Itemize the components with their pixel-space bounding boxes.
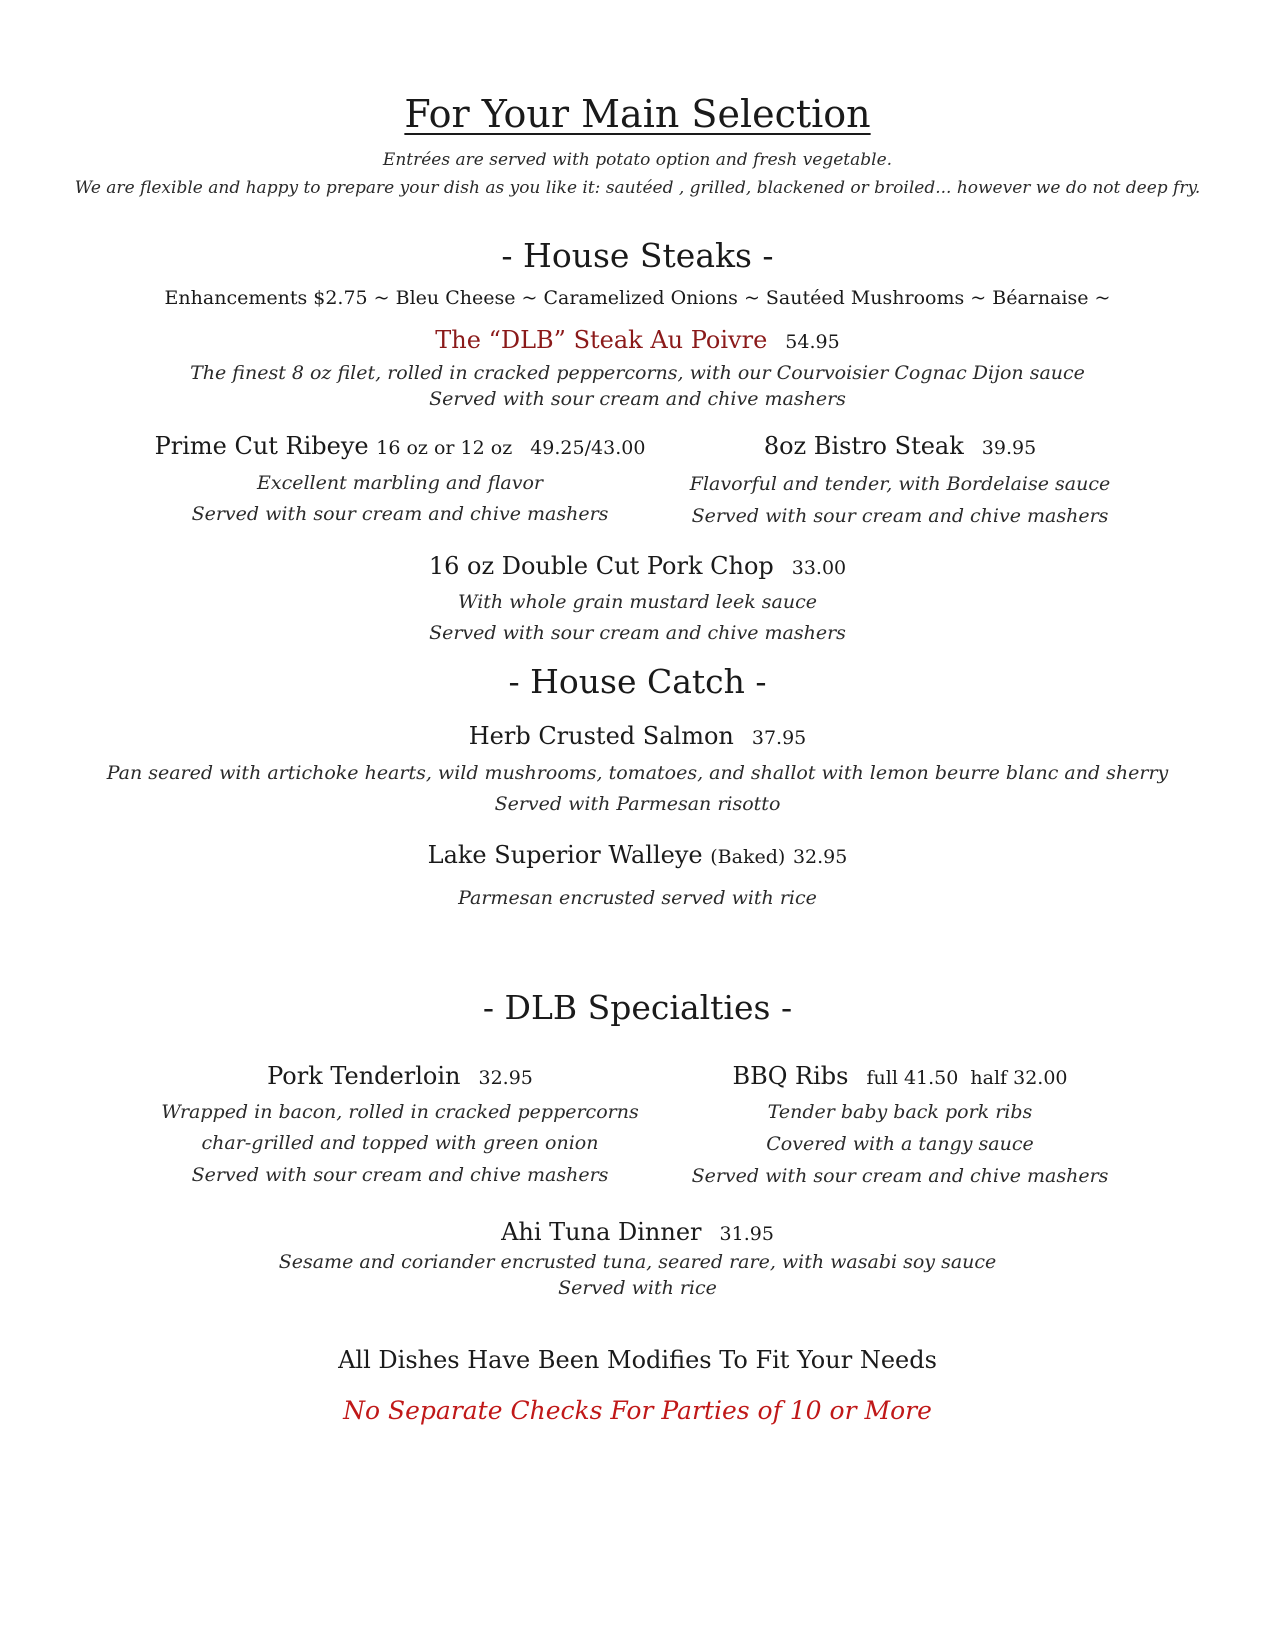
intro-line-1: Entrées are served with potato option and fresh vegetable. bbox=[382, 150, 893, 170]
item-name: The “DLB” Steak Au Poivre bbox=[435, 326, 768, 354]
intro-line-2: We are flexible and happy to prepare your dish as you like it: sautéed , grilled, blackened or broiled... however we do not deep fry. bbox=[74, 178, 1201, 198]
menu-item-pork-chop bbox=[0, 552, 1275, 580]
item-name: 8oz Bistro Steak bbox=[763, 432, 964, 460]
item-desc: The finest 8 oz filet, rolled in cracked peppercorns, with our Courvoisier Cognac Dijon sauce bbox=[190, 362, 1085, 384]
item-desc: Served with sour cream and chive mashers bbox=[691, 1165, 1109, 1187]
section-dlb-specialties: - DLB Specialties - bbox=[482, 988, 793, 1027]
item-price: 31.95 bbox=[719, 1223, 774, 1245]
item-price: 54.95 bbox=[785, 331, 840, 353]
item-price: 33.00 bbox=[791, 557, 847, 579]
menu-item-walleye bbox=[0, 841, 1275, 869]
item-name: Prime Cut Ribeye bbox=[154, 432, 369, 460]
menu-item-salmon bbox=[0, 722, 1275, 750]
item-desc: Sesame and coriander encrusted tuna, seared rare, with wasabi soy sauce bbox=[278, 1251, 997, 1273]
item-price: full 41.50 half 32.00 bbox=[866, 1067, 1068, 1089]
item-price: 32.95 bbox=[792, 846, 848, 868]
item-desc: char-grilled and topped with green onion bbox=[201, 1132, 599, 1154]
item-name: Herb Crusted Salmon bbox=[468, 722, 734, 750]
menu-item-ribeye bbox=[150, 432, 650, 460]
item-desc: Covered with a tangy sauce bbox=[766, 1133, 1034, 1155]
item-desc: Served with sour cream and chive mashers bbox=[191, 1164, 609, 1186]
item-desc: Pan seared with artichoke hearts, wild mushrooms, tomatoes, and shallot with lemon beurre blanc and sherry bbox=[106, 762, 1169, 784]
section-house-catch: - House Catch - bbox=[508, 662, 767, 701]
item-price: 37.95 bbox=[751, 727, 807, 749]
footer-notice: All Dishes Have Been Modifies To Fit Your Needs bbox=[338, 1346, 937, 1374]
item-desc: Flavorful and tender, with Bordelaise sauce bbox=[689, 473, 1111, 495]
menu-item-au-poivre bbox=[0, 326, 1275, 354]
item-name: Ahi Tuna Dinner bbox=[501, 1218, 702, 1246]
item-name: Lake Superior Walleye bbox=[427, 841, 703, 869]
item-desc: Excellent marbling and flavor bbox=[257, 472, 543, 494]
item-desc: Served with sour cream and chive mashers bbox=[429, 622, 846, 644]
item-name: Pork Tenderloin bbox=[267, 1062, 461, 1090]
item-desc: Tender baby back pork ribs bbox=[767, 1101, 1033, 1123]
item-price: 39.95 bbox=[981, 437, 1037, 459]
item-desc: Served with sour cream and chive mashers bbox=[691, 505, 1109, 527]
item-desc: Served with sour cream and chive mashers bbox=[191, 503, 609, 525]
footer-checks-policy: No Separate Checks For Parties of 10 or More bbox=[343, 1396, 932, 1425]
item-desc: Parmesan encrusted served with rice bbox=[458, 887, 817, 909]
menu-item-bistro-steak bbox=[650, 432, 1150, 460]
item-desc: With whole grain mustard leek sauce bbox=[458, 591, 817, 613]
section-house-steaks: - House Steaks - bbox=[501, 236, 774, 275]
item-desc: Served with rice bbox=[558, 1277, 717, 1299]
menu-item-pork-tenderloin bbox=[150, 1062, 650, 1090]
menu-item-ahi-tuna bbox=[0, 1218, 1275, 1246]
menu-item-bbq-ribs bbox=[650, 1062, 1150, 1090]
page-title: For Your Main Selection bbox=[404, 92, 871, 136]
enhancements-line: Enhancements $2.75 ~ Bleu Cheese ~ Caramelized Onions ~ Sautéed Mushrooms ~ Béarnaise ~ bbox=[164, 287, 1111, 309]
item-desc: Served with sour cream and chive mashers bbox=[429, 388, 846, 410]
item-price: 49.25/43.00 bbox=[530, 437, 646, 459]
item-note: (Baked) bbox=[710, 846, 786, 868]
item-name: BBQ Ribs bbox=[732, 1062, 849, 1090]
item-price: 32.95 bbox=[478, 1067, 533, 1089]
item-desc: Wrapped in bacon, rolled in cracked peppercorns bbox=[161, 1101, 639, 1123]
item-name: 16 oz Double Cut Pork Chop bbox=[428, 552, 774, 580]
item-size: 16 oz or 12 oz bbox=[376, 437, 513, 459]
item-desc: Served with Parmesan risotto bbox=[494, 793, 781, 815]
